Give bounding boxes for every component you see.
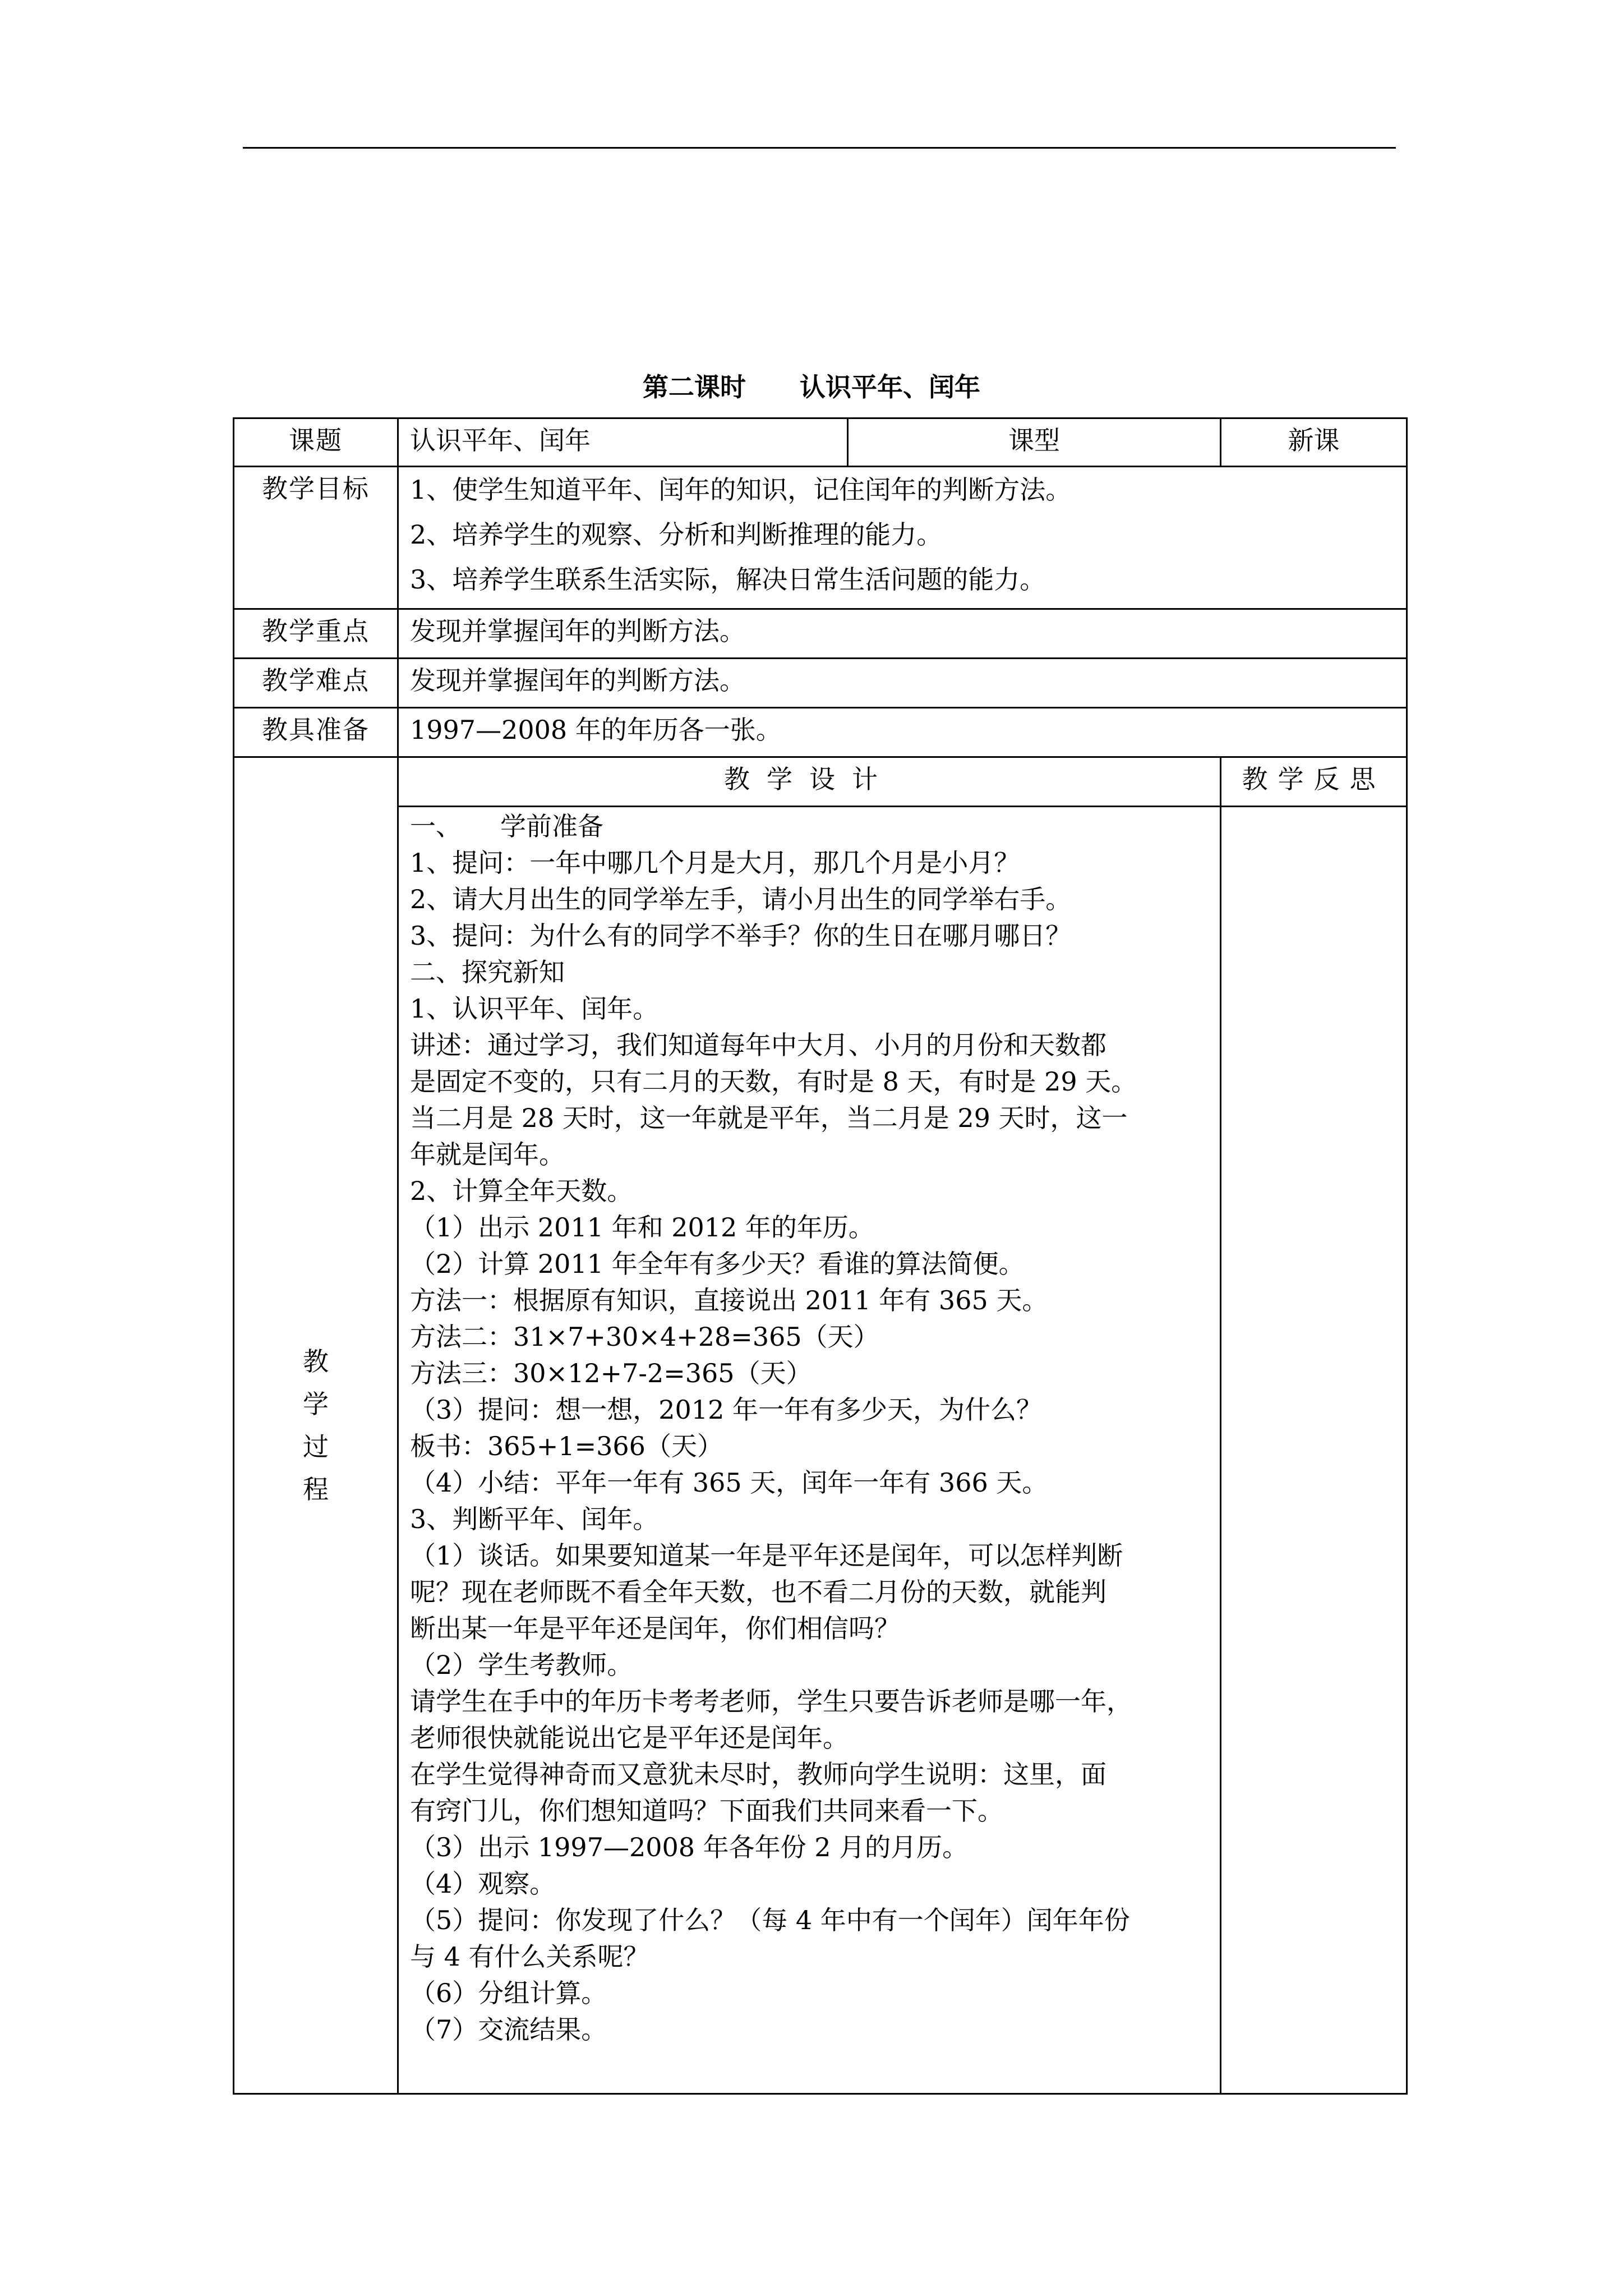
- title-gap: [746, 372, 800, 402]
- goals-label: 教学目标: [234, 467, 398, 609]
- design-content: [398, 807, 1221, 2094]
- design-line: （3）提问：想一想，2012 年一年有多少天，为什么？: [410, 1395, 1042, 1425]
- process-label-char: 程: [303, 1474, 329, 1504]
- row-process-body: [234, 807, 1407, 2094]
- materials-label: 教具准备: [234, 708, 398, 757]
- topic-label: 课题: [234, 418, 398, 467]
- design-line: 2、请大月出生的同学举左手，请小月出生的同学举右手。: [410, 884, 1072, 914]
- design-header: 教学设计: [398, 757, 1221, 807]
- design-line: （1）谈话。如果要知道某一年是平年还是闰年，可以怎样判断: [410, 1540, 1123, 1571]
- difficulty-value: 发现并掌握闰年的判断方法。: [398, 659, 1407, 708]
- goal-item: 2、培养学生的观察、分析和判断推理的能力。: [410, 519, 943, 550]
- design-line: 请学生在手中的年历卡考考老师，学生只要告诉老师是哪一年，: [410, 1686, 1132, 1717]
- row-topic: [234, 418, 1407, 467]
- design-line: 3、判断平年、闰年。: [410, 1504, 659, 1534]
- type-value: 新课: [1221, 418, 1407, 467]
- page-title: [0, 367, 1623, 407]
- design-line: 方法一：根据原有知识，直接说出 2011 年有 365 天。: [410, 1285, 1048, 1315]
- design-line: （2）计算 2011 年全年有多少天？看谁的算法简便。: [410, 1249, 1025, 1279]
- header-rule: [243, 147, 1396, 149]
- design-line: 方法三：30×12+7-2=365（天）: [410, 1358, 812, 1388]
- row-difficulty: [234, 659, 1407, 708]
- design-line: 方法二：31×7+30×4+28=365（天）: [410, 1322, 879, 1352]
- design-line: 1、认识平年、闰年。: [410, 993, 659, 1024]
- design-line: 有窍门儿，你们想知道吗？下面我们共同来看一下。: [410, 1796, 1003, 1826]
- design-line: 老师很快就能说出它是平年还是闰年。: [410, 1723, 849, 1753]
- design-line: （3）出示 1997—2008 年各年份 2 月的月历。: [410, 1832, 969, 1862]
- design-line: （4）观察。: [410, 1869, 556, 1899]
- design-line: 板书：365+1=366（天）: [410, 1431, 723, 1461]
- design-lines: [410, 808, 1209, 2048]
- lesson-plan-table: [233, 417, 1408, 2095]
- process-label: [234, 757, 398, 2094]
- goal-item: 3、培养学生联系生活实际，解决日常生活问题的能力。: [410, 564, 1046, 595]
- design-line: （4）小结：平年一年有 365 天，闰年一年有 366 天。: [410, 1467, 1048, 1498]
- design-line: 断出某一年是平年还是闰年，你们相信吗？: [410, 1613, 900, 1644]
- design-line: （6）分组计算。: [410, 1978, 607, 2008]
- design-line: （5）提问：你发现了什么？（每 4 年中有一个闰年）闰年年份: [410, 1905, 1130, 1935]
- design-line: 二、探究新知: [410, 957, 565, 987]
- title-prefix: 第二课时: [642, 372, 746, 402]
- row-goals: [234, 467, 1407, 609]
- materials-value: 1997—2008 年的年历各一张。: [398, 708, 1407, 757]
- design-line: 当二月是 28 天时，这一年就是平年，当二月是 29 天时，这一: [410, 1103, 1128, 1133]
- difficulty-label: 教学难点: [234, 659, 398, 708]
- topic-value: 认识平年、闰年: [398, 418, 848, 467]
- reflection-header: 教学反思: [1221, 757, 1407, 807]
- type-label: 课型: [848, 418, 1221, 467]
- process-label-char: 教: [303, 1346, 329, 1377]
- design-line: 讲述：通过学习，我们知道每年中大月、小月的月份和天数都: [410, 1030, 1106, 1060]
- design-line: （2）学生考教师。: [410, 1650, 633, 1680]
- design-line: 是固定不变的，只有二月的天数，有时是 8 天，有时是 29 天。: [410, 1066, 1137, 1097]
- design-line: 与 4 有什么关系呢？: [410, 1941, 649, 1972]
- design-line: 年就是闰年。: [410, 1139, 565, 1170]
- goals-content: [398, 467, 1407, 609]
- title-text: 认识平年、闰年: [800, 372, 981, 402]
- design-line: 3、提问：为什么有的同学不举手？你的生日在哪月哪日？: [410, 921, 1072, 951]
- row-materials: [234, 708, 1407, 757]
- design-line: 2、计算全年天数。: [410, 1176, 633, 1206]
- row-key-point: [234, 609, 1407, 659]
- key-point-value: 发现并掌握闰年的判断方法。: [398, 609, 1407, 659]
- row-process-header: [234, 757, 1407, 807]
- design-line: （1）出示 2011 年和 2012 年的年历。: [410, 1212, 874, 1243]
- design-line: 1、提问：一年中哪几个月是大月，那几个月是小月？: [410, 848, 1020, 878]
- design-line: （7）交流结果。: [410, 2014, 607, 2045]
- design-line: 呢？现在老师既不看全年天数，也不看二月份的天数，就能判: [410, 1577, 1106, 1607]
- process-label-char: 过: [303, 1432, 329, 1462]
- process-label-char: 学: [303, 1389, 329, 1419]
- design-line: 一、 学前准备: [410, 811, 603, 841]
- design-line: 在学生觉得神奇而又意犹未尽时，教师向学生说明：这里，面: [410, 1759, 1106, 1789]
- key-point-label: 教学重点: [234, 609, 398, 659]
- reflection-content: [1221, 807, 1407, 2094]
- goal-item: 1、使学生知道平年、闰年的知识，记住闰年的判断方法。: [410, 475, 1072, 505]
